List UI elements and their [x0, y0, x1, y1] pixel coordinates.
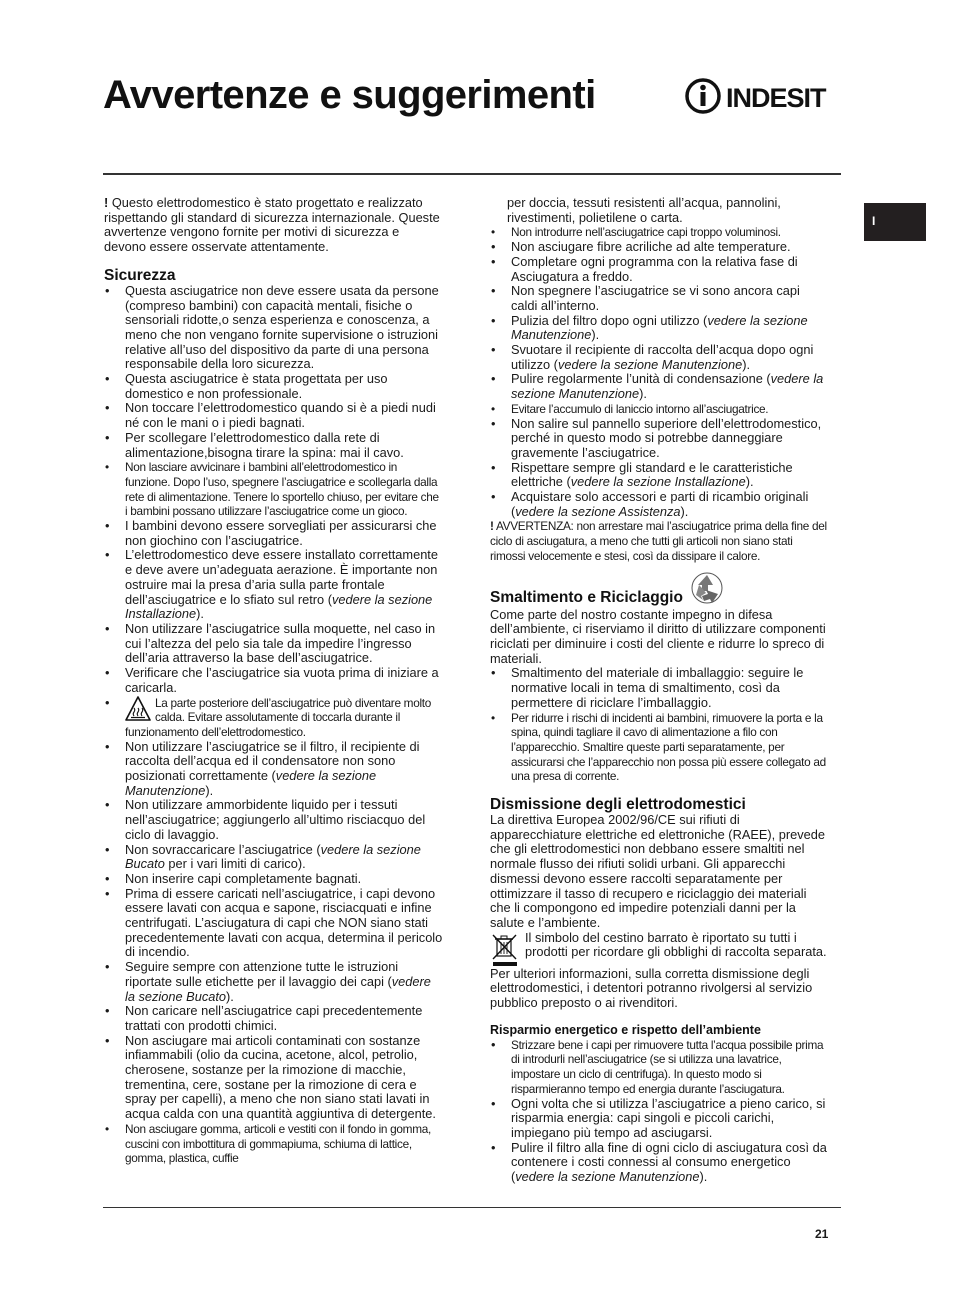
section-heading-dismissione: Dismissione degli elettrodomestici [490, 796, 746, 814]
list-item: • Strizzare bene i capi per rimuovere tutta l’acqua possibile prima di introdurli nell’asciugatrice (se si utilizza una lavatrice, impostare un ciclo di centrifuga). In questo modo si risparmieranno tempo ed energia durante l’asciugatura. [490, 1038, 828, 1097]
list-item: • Non utilizzare l’asciugatrice sulla moquette, nel caso in cui l’altezza del pelo sia tale da impedire l’ingresso dell’aria attraverso la base dell’asciugatrice. [104, 622, 444, 666]
list-item: • Non introdurre nell’asciugatrice capi troppo voluminosi. [490, 225, 828, 240]
list-item: • Rispettare sempre gli standard e le caratteristiche elettriche (vedere la sezione Installazione). [490, 461, 828, 490]
header-rule [103, 173, 841, 175]
dismissione-paragraph: La direttiva Europea 2002/96/CE sui rifiuti di apparecchiature elettriche ed elettroniche (RAEE), prevede che gli elettrodomestici non debbano essere smaltiti nel normale flusso dei rifiuti solidi urbani. Gli apparecchi dismessi devono essere raccolti separatamente per ottimizzare il tasso di recupero e riciclaggio dei materiali che li compongono ed impedire potenziali danni per la salute e l’ambiente. [490, 812, 826, 930]
list-item: • Seguire sempre con attenzione tutte le istruzioni riportate sulle etichette per il lavaggio dei capi (vedere la sezione Bucato). [104, 960, 444, 1004]
page-number: 21 [815, 1227, 829, 1241]
list-item: • Per ridurre i rischi di incidenti ai bambini, rimuovere la porta e la spina, quindi tagliare il cavo di alimentazione a filo con l’apparecchio. Smaltire queste parti separatamente, per assicurarsi che l’apparecchio non possa più essere collegato ad una presa di corrente. [490, 711, 828, 785]
left-column [104, 196, 444, 1166]
list-item: • Pulizia del filtro dopo ogni utilizzo (vedere la sezione Manutenzione). [490, 314, 828, 343]
list-item: • Non toccare l’elettrodomestico quando si è a piedi nudi né con le mani o i piedi bagnati. [104, 401, 444, 430]
section-heading-sicurezza: Sicurezza [104, 266, 176, 284]
weee-symbol-note [490, 931, 828, 960]
logo-text: INDESIT [726, 83, 826, 113]
indesit-logo [684, 76, 844, 116]
list-item: • Smaltimento del materiale di imballaggio: seguire le normative locali in tema di smaltimento, così da permettere di riciclare l’imballaggio. [490, 666, 828, 710]
list-item: • Questa asciugatrice è stata progettata per uso domestico e non professionale. [104, 372, 444, 401]
list-item-continuation: per doccia, tessuti resistenti all’acqua, pannolini, rivestimenti, polietilene o carta. [507, 195, 781, 225]
warning-mark: ! [104, 195, 109, 210]
risparmio-list [490, 1038, 828, 1185]
list-item: • Prima di essere caricati nell’asciugatrice, i capi devono essere lavati con acqua e sapone, risciacquati e infine centrifugati. L’asciugatura di capi che NON siano stati precedentemente lavati con acqua, determina il pericolo di incendio. [104, 887, 444, 961]
warning-paragraph: ! AVVERTENZA: non arrestare mai l’asciugatrice prima della fine del ciclo di asciugatura, a meno che tutti gli articoli non siano stati rimossi velocemente e stesi, così da dissipare il calore. [490, 519, 827, 563]
list-item: • Non utilizzare l’asciugatrice se il filtro, il recipiente di raccolta dell’acqua ed il condensatore non sono posizionati correttamente (vedere la sezione Manutenzione). [104, 740, 444, 799]
warning-mark: ! [490, 519, 494, 534]
list-item: • Non sovraccaricare l’asciugatrice (vedere la sezione Bucato per i vari limiti di carico). [104, 843, 444, 872]
section-heading-risparmio: Risparmio energetico e rispetto dell’ambiente [490, 1022, 761, 1037]
list-item: • Non caricare nell’asciugatrice capi precedentemente trattati con prodotti chimici. [104, 1004, 444, 1033]
list-item: • Ogni volta che si utilizza l’asciugatrice a pieno carico, si risparmia energia: capi singoli e piccoli carichi, impiegano più tempo ad asciugarsi. [490, 1097, 828, 1141]
list-item: • Verificare che l’asciugatrice sia vuota prima di iniziare a caricarla. [104, 666, 444, 695]
list-item: • Completare ogni programma con la relativa fase di Asciugatura a freddo. [490, 255, 828, 284]
list-item: • Evitare l’accumulo di laniccio intorno all’asciugatrice. [490, 402, 828, 417]
smaltimento-paragraph: Come parte del nostro costante impegno in difesa dell’ambiente, ci riserviamo il diritto di utilizzare componenti riciclati per diminuire i costi del cliente e ridurre lo spreco di materiali. [490, 606, 826, 666]
language-tab: I [864, 203, 926, 241]
list-item: • Questa asciugatrice non deve essere usata da persone (compreso bambini) con capacità mentali, fisiche o sensoriali ridotte,o senza esperienza e conoscenza, a meno che non vengano fornite supervisione o istruzioni relative all’uso del dispositivo da parte di una persona responsabile della loro sicurezza. [104, 284, 444, 372]
list-item: • Per scollegare l’elettrodomestico dalla rete di alimentazione,bisogna tirare la spina: mai il cavo. [104, 431, 444, 460]
dismissione-paragraph-2: Per ulteriori informazioni, sulla corretta dismissione degli elettrodomestici, i detentori potranno rivolgersi al servizio pubblico preposto o ai rivenditori. [490, 965, 813, 1011]
list-item: • Svuotare il recipiente di raccolta dell’acqua dopo ogni utilizzo (vedere la sezione Manutenzione). [490, 343, 828, 372]
list-item: • Pulire regolarmente l’unità di condensazione (vedere la sezione Manutenzione). [490, 372, 828, 401]
list-item: • Non salire sul pannello superiore dell’elettrodomestico, perché in questo modo si potrebbe danneggiare gravemente l’asciugatrice. [490, 417, 828, 461]
footer-rule [103, 1207, 841, 1208]
safety-list [104, 284, 444, 1166]
crossed-bin-icon [490, 933, 520, 967]
list-item: • Non asciugare mai articoli contaminati con sostanze infiammabili (olio da cucina, acetone, alcol, petrolio, cherosene, sostanze per la rimozione di macchie, trementina, cere, sostane per la rimozione di cera e spray per capelli), a meno che non siano stati lavati in acqua calda con una quantità aggiuntiva di detergente. [104, 1034, 444, 1122]
list-item: • La parte posteriore dell’asciugatrice può diventare molto calda. Evitare assolutamente di toccarla durante il funzionamento dell’elettrodomestico. [104, 696, 444, 740]
smaltimento-list [490, 666, 828, 784]
list-item: • I bambini devono essere sorvegliati per assicurarsi che non giochino con l’asciugatrice. [104, 519, 444, 548]
list-item: • Non lasciare avvicinare i bambini all’elettrodomestico in funzione. Dopo l’uso, spegnere l’asciugatrice e scollegarla dalla rete di alimentazione. Tenere lo sportello chiuso, per evitare che i bambini possano utilizzare l’asciugatrice come un gioco. [104, 460, 444, 519]
list-item: • Non asciugare fibre acriliche ad alte temperature. [490, 240, 828, 255]
list-item: • Non spegnere l’asciugatrice se vi sono ancora capi caldi all’interno. [490, 284, 828, 313]
list-item: • L’elettrodomestico deve essere installato correttamente e deve avere un’adeguata aerazione. È importante non ostruire mai la presa d’aria sulla parte frontale dell’asciugatrice e lo sfiato sul retro (vedere la sezione Installazione). [104, 548, 444, 622]
weee-symbol-text: Il simbolo del cestino barrato è riportato su tutti i prodotti per ricordare gli obblighi di raccolta separata. [525, 929, 827, 960]
safety-list-continued [490, 225, 828, 519]
list-item: • Pulire il filtro alla fine di ogni ciclo di asciugatura così da contenere i costi connessi al consumo energetico (vedere la sezione Manutenzione). [490, 1141, 828, 1185]
hot-surface-warning-icon [125, 696, 151, 722]
section-heading-smaltimento: Smaltimento e Riciclaggio [490, 568, 828, 608]
right-column [490, 196, 828, 1185]
list-item: • Non utilizzare ammorbidente liquido per i tessuti nell’asciugatrice; aggiungerlo all’ultimo risciacquo del ciclo di lavaggio. [104, 798, 444, 842]
list-item: • Non inserire capi completamente bagnati. [104, 872, 444, 887]
recycle-icon [687, 568, 727, 608]
list-item: • Non asciugare gomma, articoli e vestiti con il fondo in gomma, cuscini con imbottitura di gommapiuma, schiuma di lattice, gomma, plastica, cuffie [104, 1122, 444, 1166]
list-item: • Acquistare solo accessori e parti di ricambio originali (vedere la sezione Assistenza). [490, 490, 828, 519]
page-title: Avvertenze e suggerimenti [103, 73, 596, 117]
intro-paragraph: ! Questo elettrodomestico è stato progettato e realizzato rispettando gli standard di sicurezza internazionale. Queste avvertenze vengono fornite per motivi di sicurezza e devono essere osservate attentamente. [104, 195, 440, 255]
